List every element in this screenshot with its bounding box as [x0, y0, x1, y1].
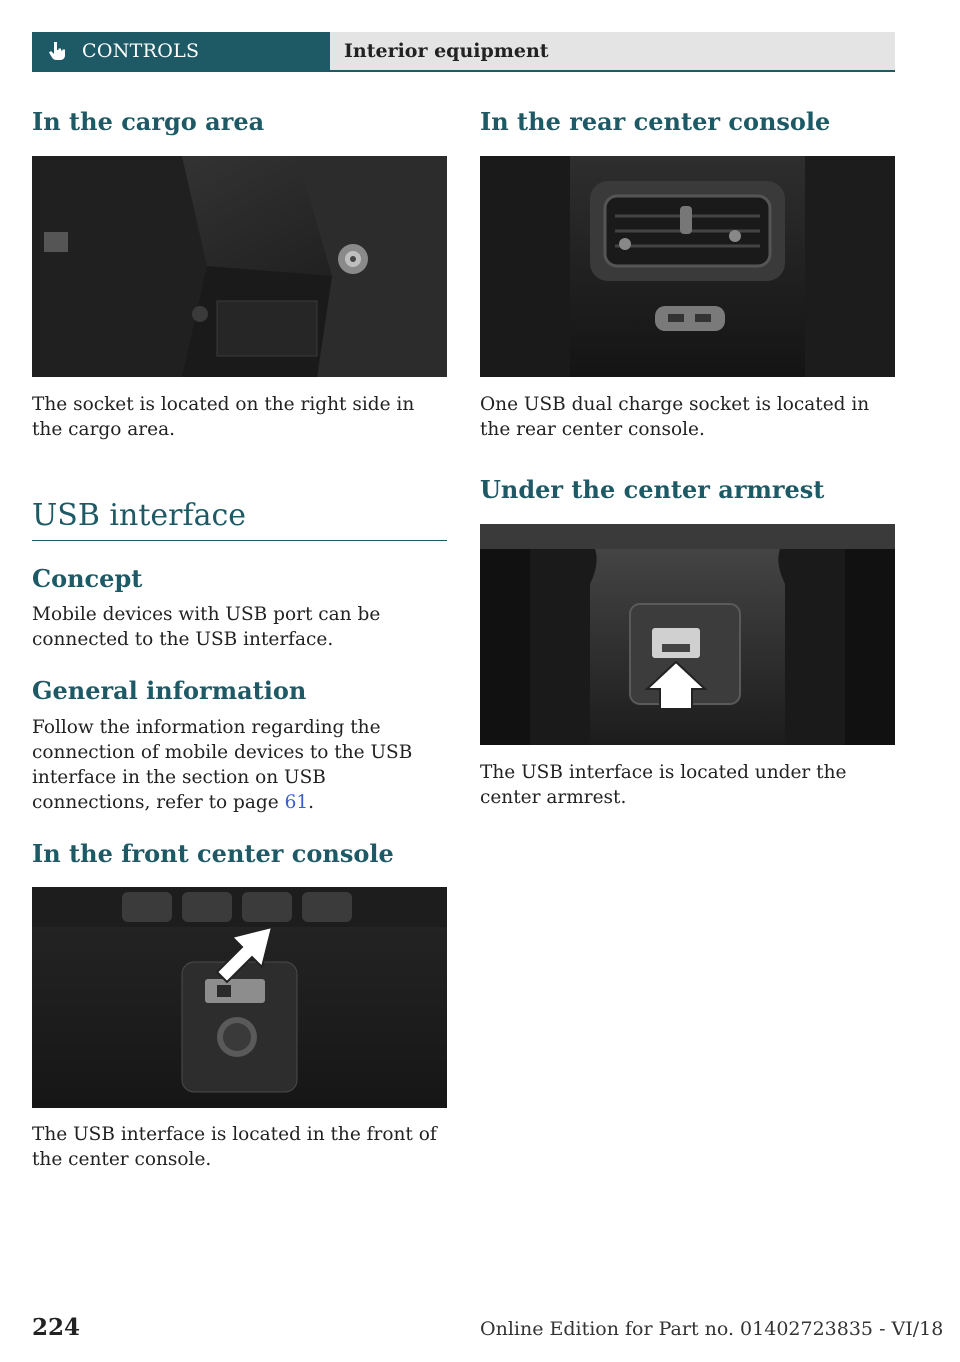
front-console-photo: [32, 887, 447, 1108]
armrest-photo: [480, 524, 895, 745]
cargo-caption: The socket is located on the right side in the cargo area.: [32, 394, 415, 440]
cargo-area-photo: [32, 156, 447, 377]
concept-text: Mobile devices with USB port can be connected to the USB interface.: [32, 604, 381, 650]
armrest-heading: Under the center armrest: [480, 475, 825, 504]
chapter-label: Interior equipment: [344, 40, 549, 62]
edition-footer: Online Edition for Part no. 01402723835 - VI/18: [480, 1318, 944, 1340]
rear-console-photo: [480, 156, 895, 377]
heading-divider: [32, 540, 447, 541]
rear-console-caption: One USB dual charge socket is located in the rear center console.: [480, 394, 870, 440]
general-text: Follow the information regarding the connection of mobile devices to the USB interface in the section on USB connections, refer to page: [32, 717, 413, 813]
general-information-text: [32, 715, 447, 815]
hand-pointer-icon: [46, 40, 68, 62]
general-text-end: .: [308, 792, 315, 813]
concept-heading: Concept: [32, 564, 143, 593]
section-tab: [32, 32, 330, 70]
general-information-heading: General information: [32, 676, 307, 705]
rear-console-heading: In the rear center console: [480, 107, 831, 136]
header-divider: [32, 70, 895, 72]
armrest-caption: The USB interface is located under the center armrest.: [480, 762, 847, 808]
page-61-link[interactable]: 61: [284, 792, 309, 813]
section-label: CONTROLS: [82, 40, 200, 62]
chapter-tab: [330, 32, 895, 70]
usb-interface-heading: USB interface: [32, 498, 247, 533]
cargo-area-heading: In the cargo area: [32, 107, 265, 136]
front-console-heading: In the front center console: [32, 839, 394, 868]
page-number: 224: [32, 1314, 81, 1341]
front-console-caption: The USB interface is located in the front of the center console.: [32, 1124, 437, 1170]
page-header: [32, 32, 895, 72]
